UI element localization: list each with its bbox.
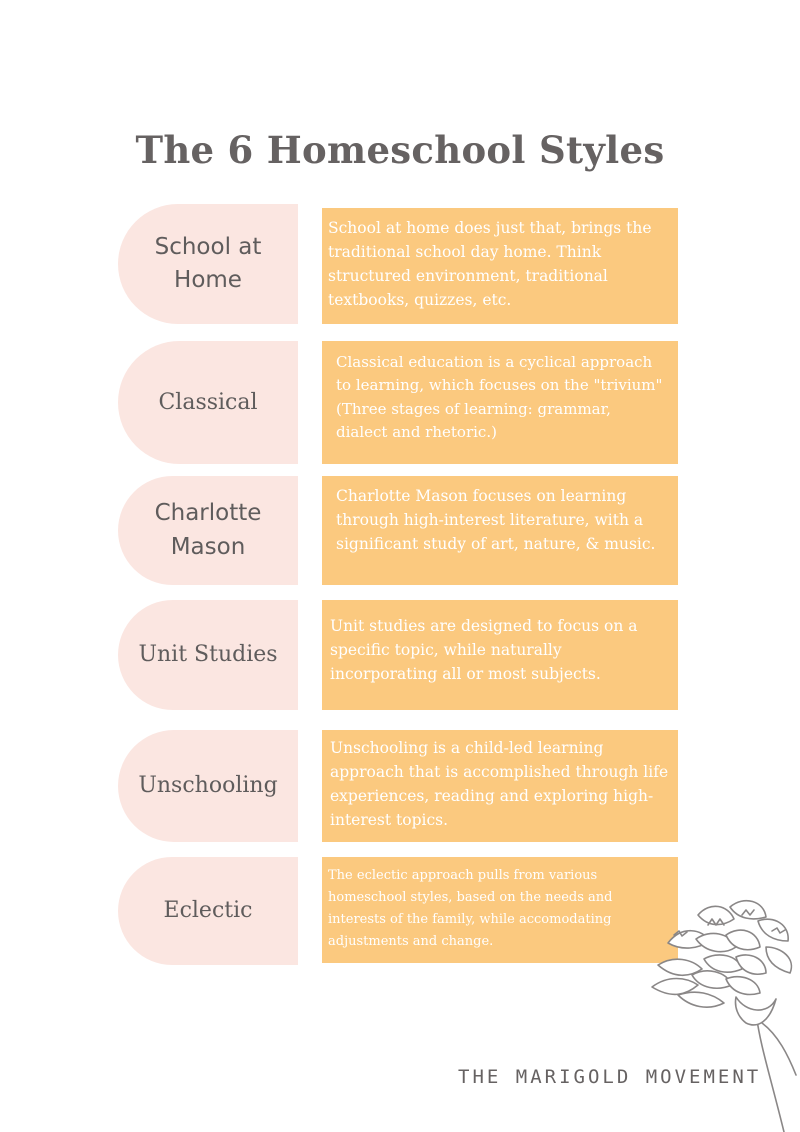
style-label-unschooling: Unschooling xyxy=(118,730,298,842)
style-label-charlotte-mason: Charlotte Mason xyxy=(118,476,298,585)
style-description-classical: Classical education is a cyclical approach to learning, which focuses on the "trivium" (Three stages of learning: grammar, dialect and rhetoric.) xyxy=(322,341,678,464)
brand-footer: THE MARIGOLD MOVEMENT xyxy=(458,1066,762,1088)
marigold-flower-illustration xyxy=(638,895,800,1132)
style-label-eclectic: Eclectic xyxy=(118,857,298,965)
page-title: The 6 Homeschool Styles xyxy=(135,128,665,172)
style-label-school-at-home: School at Home xyxy=(118,204,298,324)
style-label-classical: Classical xyxy=(118,341,298,464)
style-description-unschooling: Unschooling is a child-led learning approach that is accomplished through life experiences, reading and exploring high-interest topics. xyxy=(322,730,678,842)
style-description-unit-studies: Unit studies are designed to focus on a specific topic, while naturally incorporating all or most subjects. xyxy=(322,600,678,710)
style-label-unit-studies: Unit Studies xyxy=(118,600,298,710)
style-description-charlotte-mason: Charlotte Mason focuses on learning through high-interest literature, with a significant study of art, nature, & music. xyxy=(322,476,678,585)
style-description-eclectic: The eclectic approach pulls from various homeschool styles, based on the needs and interests of the family, while accomodating adjustments and change. xyxy=(322,857,678,963)
style-description-school-at-home: School at home does just that, brings the traditional school day home. Think structured environment, traditional textbooks, quizzes, etc. xyxy=(322,208,678,324)
